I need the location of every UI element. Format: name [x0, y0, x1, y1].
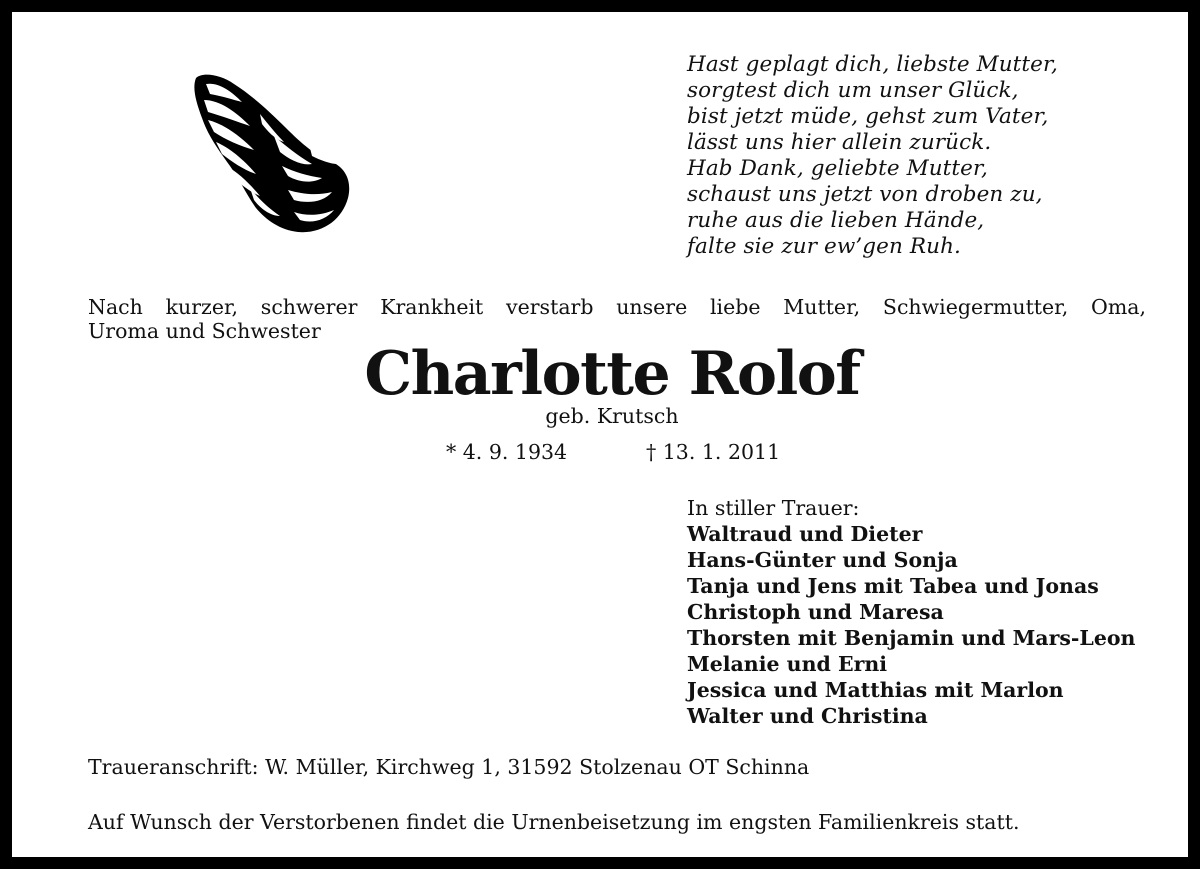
- mourner-family: Waltraud und Dieter: [687, 522, 923, 546]
- poem-line: Hast geplagt dich, liebste Mutter,: [687, 52, 1058, 77]
- word: kurzer,: [165, 295, 239, 319]
- poem-line: ruhe aus die lieben Hände,: [687, 208, 985, 233]
- word: unsere: [616, 295, 688, 319]
- poem-line: bist jetzt müde, gehst zum Vater,: [687, 104, 1049, 129]
- poem-line: schaust uns jetzt von droben zu,: [687, 182, 1043, 207]
- poem-line: Hab Dank, geliebte Mutter,: [687, 156, 988, 181]
- word: Nach: [88, 295, 143, 319]
- mourner-family: Thorsten mit Benjamin und Mars-Leon: [687, 626, 1136, 650]
- poem-line: falte sie zur ew’gen Ruh.: [687, 234, 961, 259]
- word: Schwiegermutter,: [882, 295, 1069, 319]
- word: schwerer: [260, 295, 358, 319]
- mourning-address: Traueranschrift: W. Müller, Kirchweg 1, 31592 Stolzenau OT Schinna: [88, 755, 810, 779]
- poem-line: sorgtest dich um unser Glück,: [687, 78, 1019, 103]
- birth-date: * 4. 9. 1934: [446, 440, 568, 464]
- death-date: † 13. 1. 2011: [646, 440, 781, 464]
- mourner-family: Jessica und Matthias mit Marlon: [687, 678, 1064, 702]
- deceased-name: Charlotte Rolof: [364, 339, 860, 409]
- word: Oma,: [1091, 295, 1146, 319]
- word: Mutter,: [783, 295, 861, 319]
- word: Krankheit: [380, 295, 484, 319]
- praying-hands-icon: [190, 70, 356, 238]
- mourner-family: Walter und Christina: [687, 704, 928, 728]
- poem: [687, 52, 1058, 260]
- mourner-family: Hans-Günter und Sonja: [687, 548, 958, 572]
- announcement-line-1: [88, 295, 1146, 319]
- announcement-line-2: Uroma und Schwester: [88, 319, 321, 343]
- word: verstarb: [506, 295, 594, 319]
- mourner-family: Tanja und Jens mit Tabea und Jonas: [687, 574, 1099, 598]
- poem-line: lässt uns hier allein zurück.: [687, 130, 992, 155]
- mourners-list: [687, 495, 1135, 729]
- burial-note: Auf Wunsch der Verstorbenen findet die Urnenbeisetzung im engsten Familienkreis statt.: [88, 810, 1020, 834]
- death-announcement: [88, 295, 1146, 343]
- mourner-family: Christoph und Maresa: [687, 600, 944, 624]
- mourner-family: Melanie und Erni: [687, 652, 888, 676]
- word: liebe: [710, 295, 761, 319]
- birth-name: geb. Krutsch: [545, 404, 679, 428]
- mourners-lead: In stiller Trauer:: [687, 496, 860, 520]
